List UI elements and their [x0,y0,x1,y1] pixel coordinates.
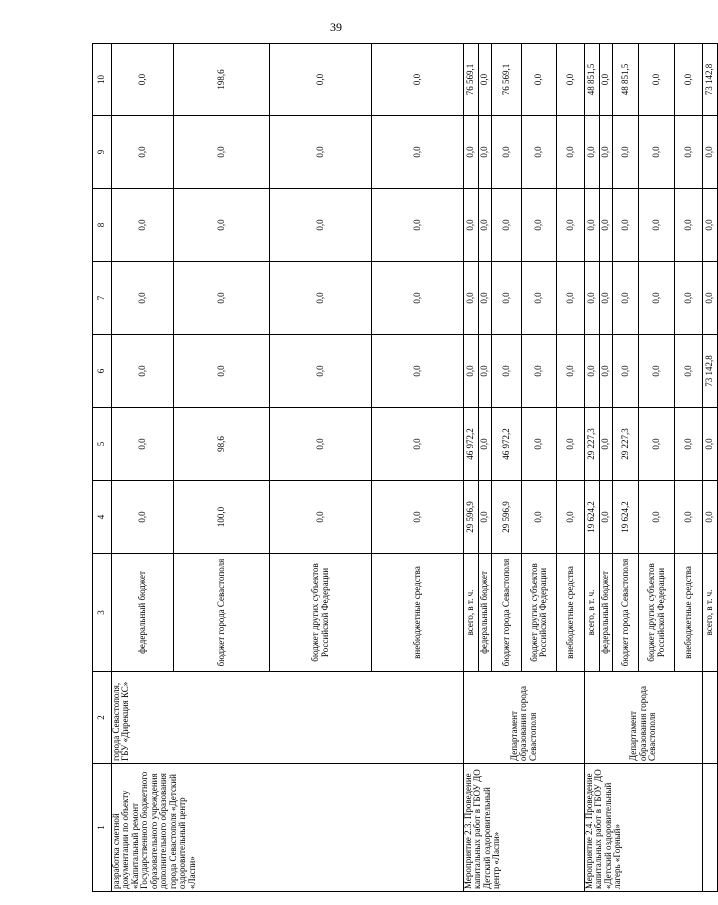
funding-source-cell: всего, в т. ч. [703,554,718,672]
measure-name-cell: Мероприятие 2.3. Проведение капитальных работ в ГБОУ ДО Детский оздоровительный центр «Ласпи» [464,764,585,892]
value-cell: 0,0 [585,189,600,262]
value-cell: 29 596,9 [492,481,522,554]
value-cell: 0,0 [557,481,585,554]
funding-source-cell: всего, в т. ч. [464,554,479,672]
value-cell: 0,0 [372,262,464,335]
value-cell: 73 142,8 [703,335,718,408]
value-cell: 0,0 [112,116,174,189]
value-cell: 0,0 [112,481,174,554]
value-cell: 0,0 [372,481,464,554]
value-cell: 29 227,3 [585,408,600,481]
column-header: 5 [93,408,112,481]
value-cell: 46 972,2 [464,408,479,481]
table-row [464,44,479,892]
value-cell: 0,0 [270,335,372,408]
value-cell: 0,0 [479,262,492,335]
value-cell: 0,0 [703,262,718,335]
value-cell: 0,0 [639,481,675,554]
value-cell: 0,0 [585,335,600,408]
value-cell: 0,0 [639,408,675,481]
value-cell: 0,0 [479,481,492,554]
value-cell: 0,0 [703,189,718,262]
funding-source-cell: внебюджетные средства [557,554,585,672]
value-cell: 0,0 [639,262,675,335]
value-cell: 0,0 [270,408,372,481]
column-header: 3 [93,554,112,672]
column-header: 8 [93,189,112,262]
executor-cell [703,672,718,764]
column-header: 1 [93,764,112,892]
value-cell: 0,0 [479,408,492,481]
value-cell: 0,0 [703,481,718,554]
executor-cell: города Севастополя, ГБУ «Дирекция КС» [112,672,464,764]
value-cell: 0,0 [522,116,557,189]
value-cell: 0,0 [613,262,639,335]
funding-source-cell: федеральный бюджет [112,554,174,672]
budget-table [92,43,718,892]
value-cell: 29 227,3 [613,408,639,481]
executor-cell: Департамент образования города Севастополя [464,672,585,764]
value-cell: 0,0 [522,189,557,262]
value-cell: 0,0 [112,262,174,335]
value-cell: 19 624,2 [585,481,600,554]
value-cell: 0,0 [522,335,557,408]
funding-source-cell: бюджет города Севастополя [492,554,522,672]
value-cell: 48 851,5 [585,44,600,116]
value-cell: 0,0 [613,189,639,262]
header-row [93,44,112,892]
value-cell: 0,0 [479,44,492,116]
value-cell: 0,0 [675,335,703,408]
value-cell: 29 596,9 [464,481,479,554]
funding-source-cell: внебюджетные средства [372,554,464,672]
value-cell: 0,0 [464,335,479,408]
value-cell: 0,0 [112,335,174,408]
value-cell: 0,0 [675,44,703,116]
funding-source-cell: федеральный бюджет [600,554,613,672]
value-cell: 0,0 [703,408,718,481]
funding-source-cell: бюджет города Севастополя [613,554,639,672]
value-cell: 0,0 [639,116,675,189]
value-cell: 198,6 [174,44,270,116]
executor-cell: Департамент образования города Севастополя [585,672,703,764]
value-cell: 0,0 [675,481,703,554]
value-cell: 0,0 [639,335,675,408]
funding-source-cell: бюджет города Севастополя [174,554,270,672]
rotated-table-wrapper [92,44,715,892]
column-header: 4 [93,481,112,554]
value-cell: 0,0 [557,335,585,408]
column-header: 6 [93,335,112,408]
measure-name-cell: Мероприятие 2.4. Проведение капитальных работ в ГБОУ ДО «Детский оздоровительный лагерь «Горный» [585,764,703,892]
page-number: 39 [330,20,342,34]
value-cell: 19 624,2 [613,481,639,554]
column-header: 2 [93,672,112,764]
value-cell: 0,0 [464,189,479,262]
value-cell: 0,0 [600,481,613,554]
value-cell: 0,0 [112,189,174,262]
value-cell: 0,0 [464,116,479,189]
value-cell: 0,0 [492,116,522,189]
value-cell: 0,0 [174,189,270,262]
value-cell: 0,0 [557,408,585,481]
funding-source-cell: внебюджетные средства [675,554,703,672]
column-header: 9 [93,116,112,189]
funding-source-cell: федеральный бюджет [479,554,492,672]
value-cell: 0,0 [492,335,522,408]
value-cell: 0,0 [270,116,372,189]
value-cell: 0,0 [639,44,675,116]
value-cell: 0,0 [479,189,492,262]
table-row [703,44,718,892]
value-cell: 0,0 [585,262,600,335]
value-cell: 0,0 [479,116,492,189]
value-cell: 0,0 [372,335,464,408]
value-cell: 0,0 [492,189,522,262]
value-cell: 0,0 [270,262,372,335]
value-cell: 0,0 [600,335,613,408]
value-cell: 0,0 [522,408,557,481]
value-cell: 46 972,2 [492,408,522,481]
value-cell: 0,0 [112,44,174,116]
value-cell: 0,0 [174,335,270,408]
value-cell: 0,0 [270,481,372,554]
value-cell: 0,0 [270,44,372,116]
value-cell: 0,0 [479,335,492,408]
value-cell: 0,0 [675,262,703,335]
value-cell: 0,0 [557,189,585,262]
value-cell: 0,0 [522,262,557,335]
funding-source-cell: всего, в т. ч. [585,554,600,672]
value-cell: 73 142,8 [703,44,718,116]
value-cell: 0,0 [600,44,613,116]
value-cell: 0,0 [372,44,464,116]
value-cell: 100,0 [174,481,270,554]
value-cell: 0,0 [557,44,585,116]
value-cell: 48 851,5 [613,44,639,116]
value-cell: 0,0 [522,44,557,116]
funding-source-cell: бюджет других субъектов Российской Федерации [639,554,675,672]
column-header: 10 [93,44,112,116]
value-cell: 0,0 [675,408,703,481]
value-cell: 0,0 [613,335,639,408]
funding-source-cell: бюджет других субъектов Российской Федерации [522,554,557,672]
value-cell: 0,0 [174,116,270,189]
value-cell: 0,0 [675,189,703,262]
value-cell: 0,0 [585,116,600,189]
value-cell: 0,0 [112,408,174,481]
funding-source-cell: бюджет других субъектов Российской Федерации [270,554,372,672]
measure-name-cell: разработка сметной документации по объекту «Капитальный ремонт Государственного бюджетного образовательного учреждения дополнительного образования города Севастополя «Детский оздоровительный центр «Ласпи» [112,764,464,892]
value-cell: 98,6 [174,408,270,481]
value-cell: 0,0 [522,481,557,554]
value-cell: 0,0 [675,116,703,189]
value-cell: 0,0 [174,262,270,335]
value-cell: 0,0 [557,262,585,335]
value-cell: 0,0 [703,116,718,189]
table-row [585,44,600,892]
measure-name-cell [703,764,718,892]
value-cell: 76 569,1 [464,44,479,116]
value-cell: 0,0 [372,408,464,481]
value-cell: 0,0 [600,408,613,481]
value-cell: 0,0 [557,116,585,189]
value-cell: 0,0 [639,189,675,262]
value-cell: 0,0 [600,116,613,189]
value-cell: 76 569,1 [492,44,522,116]
column-header: 7 [93,262,112,335]
value-cell: 0,0 [600,262,613,335]
value-cell: 0,0 [270,189,372,262]
value-cell: 0,0 [613,116,639,189]
value-cell: 0,0 [372,116,464,189]
value-cell: 0,0 [600,189,613,262]
value-cell: 0,0 [464,262,479,335]
value-cell: 0,0 [372,189,464,262]
table-row [112,44,174,892]
value-cell: 0,0 [492,262,522,335]
